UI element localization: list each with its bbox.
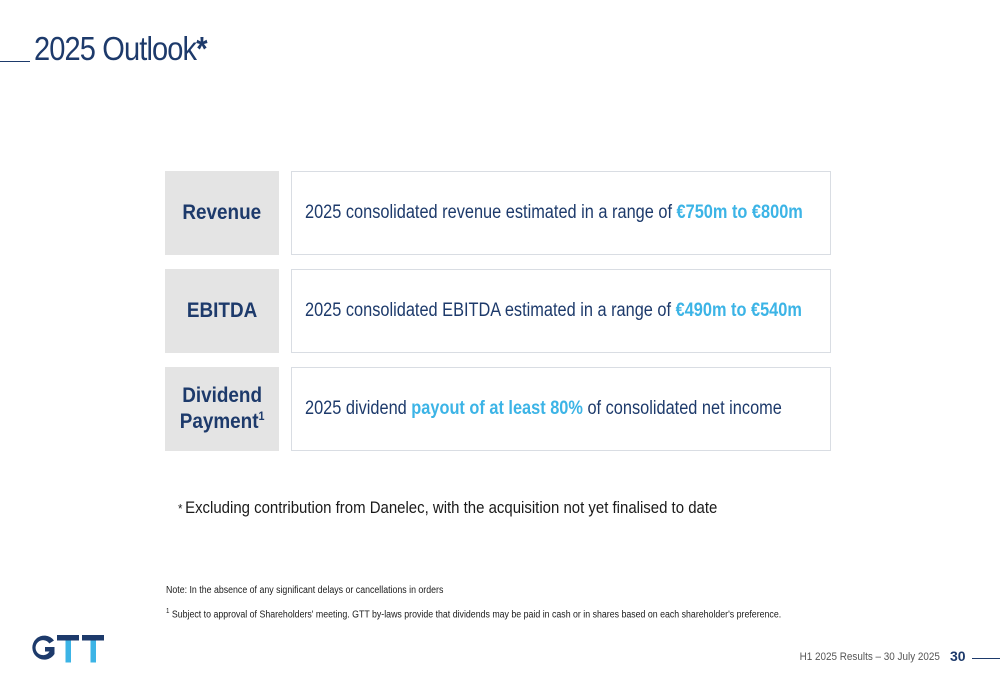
row-label: [165, 171, 279, 255]
desc-highlight: €490m to €540m: [675, 300, 802, 321]
slide-title: [34, 30, 207, 68]
row-description: [291, 269, 831, 353]
row-label-line1: Dividend: [182, 384, 262, 407]
slide-title-mark: *: [196, 30, 207, 67]
row-description-text: [305, 202, 803, 224]
outlook-row-dividend: [165, 367, 831, 451]
exclusion-note: [178, 498, 717, 518]
page-rule: [972, 658, 1000, 659]
outlook-row-ebitda: [165, 269, 831, 353]
desc-text-before: 2025 consolidated revenue estimated in a range of: [305, 202, 677, 223]
row-label-text: EBITDA: [186, 299, 258, 322]
page-number: 30: [950, 648, 966, 664]
desc-text-before: 2025 consolidated EBITDA estimated in a range of: [305, 300, 676, 321]
orders-note: Note: In the absence of any significant delays or cancellations in orders: [166, 585, 444, 596]
row-description: [291, 367, 831, 451]
row-label-line2: Payment: [179, 410, 259, 433]
desc-text-after: of consolidated net income: [582, 398, 782, 419]
desc-text-before: 2025 dividend: [305, 398, 412, 419]
row-label: [165, 367, 279, 451]
exclusion-mark: *: [178, 501, 183, 516]
outlook-row-revenue: [165, 171, 831, 255]
row-description-text: [305, 300, 802, 322]
slide-title-text: 2025 Outlook: [34, 30, 197, 67]
row-label-text: [180, 383, 265, 435]
row-label-text: Revenue: [182, 201, 262, 224]
footnote: [166, 608, 781, 620]
row-description: [291, 171, 831, 255]
gtt-logo: [30, 632, 106, 664]
row-description-text: [305, 398, 782, 420]
footer-text: H1 2025 Results – 30 July 2025: [799, 651, 940, 663]
footnote-text: Subject to approval of Shareholders' meeting. GTT by-laws provide that dividends may be paid in cash or in shares based on each shareholder's preference.: [169, 609, 782, 621]
desc-highlight: payout of at least 80%: [411, 398, 583, 419]
desc-highlight: €750m to €800m: [676, 202, 803, 223]
title-rule: [0, 61, 30, 62]
row-label: [165, 269, 279, 353]
footnote-mark: 1: [166, 608, 170, 615]
exclusion-text: Excluding contribution from Danelec, with the acquisition not yet finalised to date: [185, 498, 718, 517]
row-label-superscript: 1: [258, 409, 265, 423]
